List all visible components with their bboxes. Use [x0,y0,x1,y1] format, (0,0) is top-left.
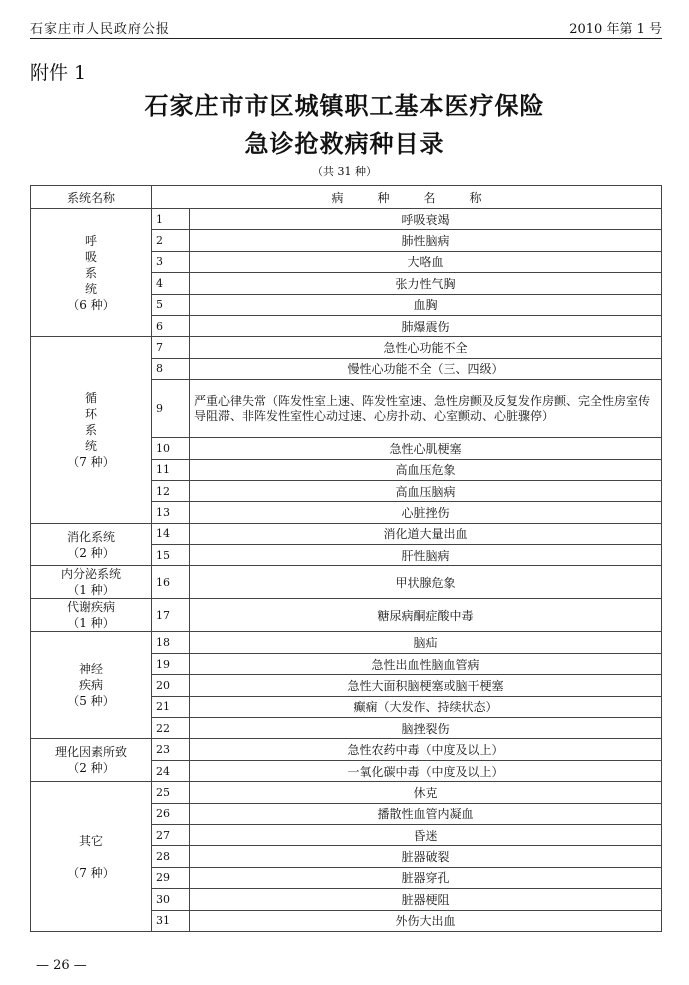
header-disease-name: 病种名称 [152,186,662,209]
disease-name: 严重心律失常（阵发性室上速、阵发性室速、急性房颤及反复发作房颤、完全性房室传导阻滞、非阵发性室性心动过速、心房扑动、心室颤动、心脏骤停） [190,380,662,438]
disease-number: 19 [152,653,190,674]
system-name-cell [31,209,152,337]
disease-name: 休克 [190,782,662,803]
disease-name: 脏器穿孔 [190,867,662,888]
table-row [31,632,662,653]
disease-name: 急性农药中毒（中度及以上） [190,739,662,760]
system-name-cell [31,337,152,523]
system-name-line: 内分泌系统 [60,567,121,582]
disease-name: 癫痫（大发作、持续状态） [190,696,662,717]
disease-name: 急性出血性脑血管病 [190,653,662,674]
system-name-line: 循 [84,391,97,406]
table-row [31,209,662,230]
table-row [31,523,662,544]
system-name-line: 理化因素所致 [54,745,127,760]
disease-number: 5 [152,294,190,315]
publication-name: 石家庄市人民政府公报 [30,22,171,37]
header-rule [30,38,662,39]
disease-number: 22 [152,718,190,739]
system-name-cell [31,523,152,566]
disease-name: 甲状腺危象 [190,566,662,599]
disease-number: 10 [152,438,190,459]
disease-number: 16 [152,566,190,599]
disease-number: 31 [152,910,190,931]
disease-name: 消化道大量出血 [190,523,662,544]
disease-name: 高血压危象 [190,459,662,480]
system-name-cell [31,782,152,932]
document-title-line2: 急诊抢救病种目录 [244,129,445,158]
disease-number: 29 [152,867,190,888]
disease-number: 3 [152,251,190,272]
system-name-cell [31,632,152,739]
system-name-line: 吸 [84,249,97,264]
disease-catalog-table [30,185,662,932]
disease-number: 14 [152,523,190,544]
system-name-line: 其它 [78,833,103,848]
system-name-line: （6 种） [67,297,115,312]
disease-name: 血胸 [190,294,662,315]
disease-name: 脏器梗阻 [190,889,662,910]
disease-number: 9 [152,380,190,438]
system-name-line: 消化系统 [66,529,115,544]
disease-name: 脏器破裂 [190,846,662,867]
page-header [30,18,662,40]
disease-number: 25 [152,782,190,803]
disease-number: 30 [152,889,190,910]
disease-name: 昏迷 [190,824,662,845]
attachment-label: 附件 1 [30,62,87,84]
disease-name: 外伤大出血 [190,910,662,931]
disease-number: 11 [152,459,190,480]
disease-name: 脑挫裂伤 [190,718,662,739]
table-row [31,566,662,599]
system-name-line: （2 种） [67,545,115,560]
disease-name: 急性心肌梗塞 [190,438,662,459]
system-name-line: 神经 [78,662,103,677]
disease-number: 26 [152,803,190,824]
disease-number: 4 [152,273,190,294]
disease-name: 大咯血 [190,251,662,272]
system-name-line: 统 [84,439,97,454]
header-system-name: 系统名称 [31,186,152,209]
disease-number: 17 [152,599,190,632]
disease-number: 13 [152,502,190,523]
page-number: — 26 — [36,958,87,973]
disease-name: 呼吸衰竭 [190,209,662,230]
disease-number: 1 [152,209,190,230]
disease-name: 肝性脑病 [190,545,662,566]
disease-name: 急性大面积脑梗塞或脑干梗塞 [190,675,662,696]
table-body [31,209,662,932]
disease-name: 慢性心功能不全（三、四级） [190,358,662,379]
disease-name: 高血压脑病 [190,480,662,501]
disease-number: 21 [152,696,190,717]
table-row [31,782,662,803]
table-row [31,599,662,632]
disease-name: 脑疝 [190,632,662,653]
system-name-line: 代谢疾病 [66,600,115,615]
disease-number: 28 [152,846,190,867]
table-row [31,739,662,760]
table-row [31,337,662,358]
system-name-cell [31,566,152,599]
disease-number: 24 [152,760,190,781]
disease-name: 肺爆震伤 [190,315,662,336]
disease-number: 6 [152,315,190,336]
disease-number: 20 [152,675,190,696]
disease-name: 急性心功能不全 [190,337,662,358]
system-name-line: （1 种） [67,583,115,598]
disease-name: 播散性血管内凝血 [190,803,662,824]
disease-number: 23 [152,739,190,760]
disease-number: 27 [152,824,190,845]
system-name-line: 环 [84,407,97,422]
document-title-line1: 石家庄市市区城镇职工基本医疗保险 [144,91,545,120]
system-name-line: （2 种） [67,761,115,776]
disease-name: 肺性脑病 [190,230,662,251]
disease-number: 7 [152,337,190,358]
system-name-cell [31,599,152,632]
system-name-line: 呼 [84,233,97,248]
system-name-line: 统 [84,281,97,296]
system-name-line: （5 种） [67,694,115,709]
system-name-cell [31,739,152,782]
disease-number: 18 [152,632,190,653]
disease-number: 8 [152,358,190,379]
disease-name: 糖尿病酮症酸中毒 [190,599,662,632]
system-name-line: （7 种） [67,455,115,470]
disease-name: 一氧化碳中毒（中度及以上） [190,760,662,781]
system-name-line: （7 种） [67,865,115,880]
system-name-line: （1 种） [67,616,115,631]
disease-number: 15 [152,545,190,566]
disease-number: 2 [152,230,190,251]
system-name-line: 系 [84,423,97,438]
system-name-line: 疾病 [78,678,103,693]
system-name-line: 系 [84,265,97,280]
disease-name: 张力性气胸 [190,273,662,294]
issue-number: 2010 年第 1 号 [569,22,662,37]
disease-name: 心脏挫伤 [190,502,662,523]
system-name-line [35,849,147,865]
disease-number: 12 [152,480,190,501]
table-header-row [31,186,662,209]
document-subtitle: （共 31 种） [312,165,377,178]
